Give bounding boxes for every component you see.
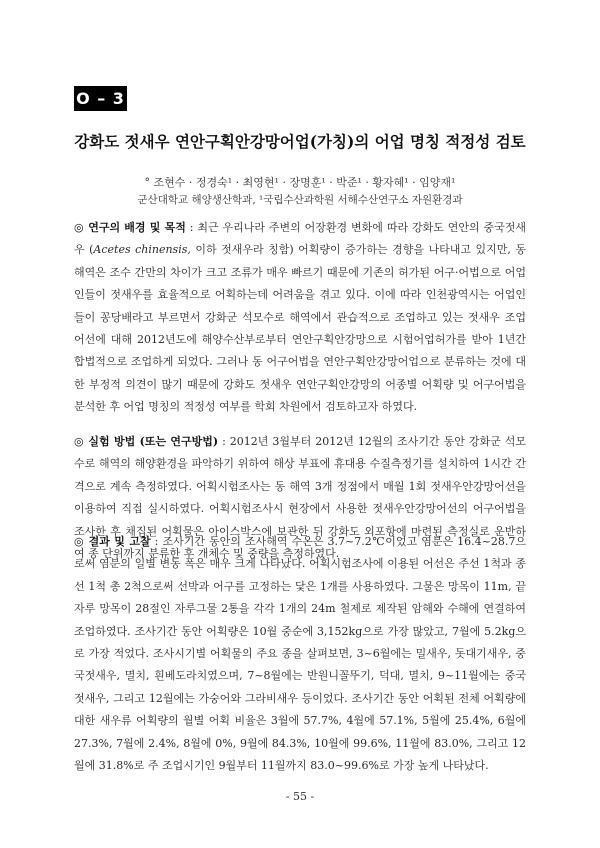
paper-title: 강화도 젓새우 연안구획안강망어업(가칭)의 어업 명칭 적정성 검토 xyxy=(74,132,526,151)
species-name: Acetes chinensis, xyxy=(93,243,191,257)
section-text: : 2012년 3월부터 2012년 12월의 조사기간 동안 강화군 석모수로 해역의 해양환경을 파악하기 위하여 해상 부표에 휴대용 수질측정기를 설치하여 1시간 간격으로 계속 측정하였다. 어획시험조사는 동 해역 3개 정점에서 매월 1회 젓새우안강망어선을 이용하여 직접 실시하였다. 어획시험조사시 현장에서 사용한 젓새우안강망어선의 어구어법을 조사한 후 채집된 어획물은 아이스박스에 보관한 뒤 강화도 외포항에 마련된 측정실로 운반하여 종 단위까지 분류한 후 개체수 및 중량을 측정하였다. xyxy=(74,435,526,561)
section-heading: ◎ 연구의 배경 및 목적 xyxy=(74,221,186,234)
affiliation: 군산대학교 해양생산학과, ¹국립수산과학원 서해수산연구소 자원환경과 xyxy=(137,194,463,206)
section-background xyxy=(74,217,526,419)
presenter-mark: ° xyxy=(144,176,151,189)
author-list xyxy=(0,174,600,190)
page-number: - 55 - xyxy=(285,790,315,803)
section-text: : 최근 우리나라 주변의 어장환경 변화에 따라 강화도 연안의 중국젓새우 ( xyxy=(74,221,526,257)
section-heading: ◎ 실험 방법 (또는 연구방법) xyxy=(74,435,219,448)
section-results xyxy=(74,531,526,777)
section-heading: ◎ 결과 및 고찰 xyxy=(74,535,151,548)
section-text: 이하 젓새우라 칭함) 어획량이 증가하는 경향을 나타내고 있지만, 동 해역은 조수 간만의 차이가 크고 조류가 매우 빠르기 때문에 기존의 허가된 어구·어법으로 어업인들이 젓새우를 효율적으로 어획하는데 어려움을 겪고 있다. 이에 따라 인천광역시는 어업인들이 꽁당배라고 부르면서 강화군 석모수로 해역에서 관습적으로 조업하고 있는 젓새우 조업 어선에 대해 2012년도에 해양수산부로부터 연안구획안강망으로 시험어업허가를 받아 1년간 합법적으로 조업하게 되었다. 그러나 동 어구어법을 연안구획안강망어업으로 분류하는 것에 대한 부정적 의견이 많기 때문에 강화도 젓새우 연안구획안강망의 어종별 어획량 및 어구어법을 분석한 후 어업 명칭의 적정성 여부를 학회 차원에서 검토하고자 하였다. xyxy=(74,243,526,414)
session-badge: O – 3 xyxy=(74,86,127,111)
section-text: : 조사기간 동안의 조사해역 수온은 3.7~7.2℃이었고 염분은 16.4~28.7으로써 염분의 일별 변동 폭은 매우 크게 나타났다. 어획시험조사에 이용된 어선은 주선 1척과 종선 1척 총 2척으로써 선박과 어구를 고정하는 닻은 1개를 사용하였다. 그물은 망목이 11m, 끝자루 망목이 28절인 자루그물 2통을 각각 1개의 24m 철제로 제작된 암해와 수해에 연결하여 조업하였다. 조사기간 동안 어획량은 10월 중순에 3,152kg으로 가장 많았고, 7월에 5.2kg으로 가장 적었다. 조사시기별 어획물의 주요 종을 살펴보면, 3~6월에는 밀새우, 돗대기새우, 중국젓새우, 멸치, 흰베도라치였으며, 7~8월에는 반원니꼴뚜기, 덕대, 멸치, 9~11월에는 중국젓새우, 그리고 12월에는 가숭어와 그라비새우 등이었다. 조사기간 동안 어획된 전체 어획량에 대한 새우류 어획량의 월별 어획 비율은 3월에 57.7%, 4월에 57.1%, 5월에 25.4%, 6월에 27.3%, 7월에 2.4%, 8월에 0%, 9월에 84.3%, 10월에 99.6%, 11월에 83.0%, 그리고 12월에 31.8%로 주 조업시기인 9월부터 11월까지 83.0~99.6%로 가장 높게 나타났다. xyxy=(74,535,526,773)
author-names: 조현수 · 정경숙¹ · 최영현¹ · 장명훈¹ · 박준¹ · 황자혜¹ · 임양재¹ xyxy=(153,176,456,189)
